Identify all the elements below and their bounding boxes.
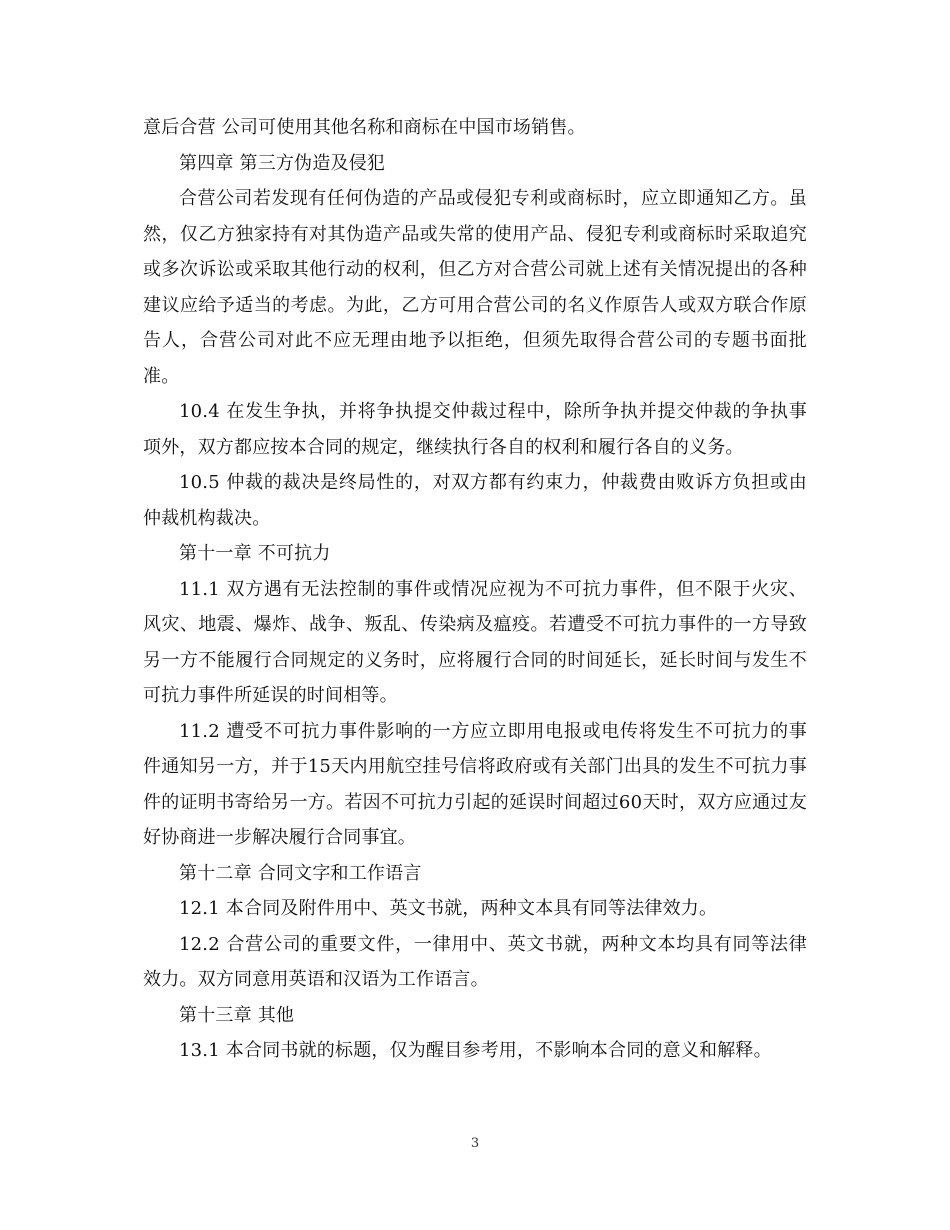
clause-12-2: 12.2 合营公司的重要文件，一律用中、英文书就，两种文本均具有同等法律效力。双方同意用英语和汉语为工作语言。 [143, 933, 807, 990]
chapter-heading-13: 第十三章 其他 [179, 1004, 295, 1026]
paragraph-continuation: 意后合营 公司可使用其他名称和商标在中国市场销售。 [143, 117, 586, 138]
clause-13-1: 13.1 本合同书就的标题，仅为醒目参考用，不影响本合同的意义和解释。 [179, 1040, 772, 1061]
clause-11-1: 11.1 双方遇有无法控制的事件或情况应视为不可抗力事件，但不限于火灾、风灾、地震、爆炸、战争、叛乱、传染病及瘟疫。若遭受不可抗力事件的一方导致另一方不能履行合同规定的义务时，应将履行合同的时间延长，延长时间与发生不可抗力事件所延误的时间相等。 [143, 578, 807, 706]
chapter-heading-4: 第四章 第三方伪造及侵犯 [179, 152, 386, 174]
clause-10-4: 10.4 在发生争执，并将争执提交仲裁过程中，除所争执并提交仲裁的争执事项外，双方都应按本合同的规定，继续执行各自的权利和履行各自的义务。 [143, 401, 807, 458]
chapter-heading-11: 第十一章 不可抗力 [179, 543, 331, 564]
clause-12-1: 12.1 本合同及附件用中、英文书就，两种文本具有同等法律效力。 [179, 898, 718, 919]
chapter-heading-12: 第十二章 合同文字和工作语言 [179, 862, 422, 884]
paragraph-infringement: 合营公司若发现有任何伪造的产品或侵犯专利或商标时，应立即通知乙方。虽然，仅乙方独家持有对其伪造产品或失常的使用产品、侵犯专利或商标时采取追究或多次诉讼或采取其他行动的权利，但乙方对合营公司就上述有关情况提出的各种建议应给予适当的考虑。为此，乙方可用合营公司的名义作原告人或双方联合作原告人，合营公司对此不应无理由地予以拒绝，但须先取得合营公司的专题书面批准。 [143, 188, 807, 387]
clause-11-2: 11.2 遭受不可抗力事件影响的一方应立即用电报或电传将发生不可抗力的事件通知另一方，并于15天内用航空挂号信将政府或有关部门出具的发生不可抗力事件的证明书寄给另一方。若因不可抗力引起的延误时间超过60天时，双方应通过友好协商进一步解决履行合同事宜。 [143, 720, 807, 848]
clause-10-5: 10.5 仲裁的裁决是终局性的，对双方都有约束力，仲裁费由败诉方负担或由仲裁机构裁决。 [143, 472, 807, 529]
document-body [143, 110, 807, 1069]
page-number: 3 [470, 1136, 480, 1151]
